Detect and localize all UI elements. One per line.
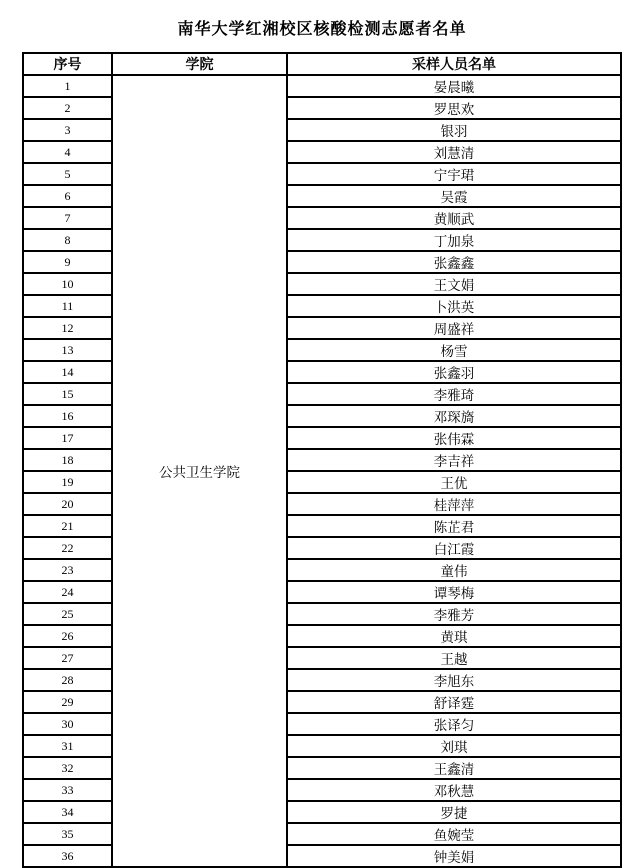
volunteer-name-cell: 罗思欢: [287, 97, 621, 119]
volunteer-name-cell: 舒译霆: [287, 691, 621, 713]
row-number-cell: 13: [23, 339, 112, 361]
row-number-cell: 17: [23, 427, 112, 449]
table-header: [23, 53, 621, 75]
college-merged-cell: 公共卫生学院: [112, 75, 287, 867]
row-number-cell: 36: [23, 845, 112, 867]
header-sampler-names: 采样人员名单: [287, 53, 621, 75]
row-number-cell: 16: [23, 405, 112, 427]
row-number-cell: 31: [23, 735, 112, 757]
row-number-cell: 14: [23, 361, 112, 383]
header-college: 学院: [112, 53, 287, 75]
volunteer-name-cell: 谭琴梅: [287, 581, 621, 603]
volunteer-name-cell: 吴霞: [287, 185, 621, 207]
volunteer-name-cell: 张鑫鑫: [287, 251, 621, 273]
row-number-cell: 27: [23, 647, 112, 669]
volunteer-name-cell: 王越: [287, 647, 621, 669]
row-number-cell: 2: [23, 97, 112, 119]
volunteer-name-cell: 白江霞: [287, 537, 621, 559]
row-number-cell: 26: [23, 625, 112, 647]
row-number-cell: 10: [23, 273, 112, 295]
row-number-cell: 29: [23, 691, 112, 713]
volunteer-name-cell: 鱼婉莹: [287, 823, 621, 845]
volunteer-name-cell: 张鑫羽: [287, 361, 621, 383]
volunteer-name-cell: 童伟: [287, 559, 621, 581]
row-number-cell: 23: [23, 559, 112, 581]
volunteer-name-cell: 卜洪英: [287, 295, 621, 317]
volunteer-name-cell: 桂萍萍: [287, 493, 621, 515]
row-number-cell: 28: [23, 669, 112, 691]
volunteer-name-cell: 李雅琦: [287, 383, 621, 405]
volunteer-name-cell: 李雅芳: [287, 603, 621, 625]
header-row: [23, 53, 621, 75]
row-number-cell: 1: [23, 75, 112, 97]
row-number-cell: 3: [23, 119, 112, 141]
volunteer-name-cell: 黄琪: [287, 625, 621, 647]
volunteer-name-cell: 杨雪: [287, 339, 621, 361]
volunteer-table-body: [23, 75, 621, 867]
volunteer-name-cell: 陈芷君: [287, 515, 621, 537]
row-number-cell: 4: [23, 141, 112, 163]
volunteer-name-cell: 刘慧清: [287, 141, 621, 163]
volunteer-name-cell: 罗捷: [287, 801, 621, 823]
volunteer-name-cell: 王文娟: [287, 273, 621, 295]
header-serial-number: 序号: [23, 53, 112, 75]
volunteer-name-cell: 宁宇珺: [287, 163, 621, 185]
row-number-cell: 19: [23, 471, 112, 493]
page-title: 南华大学红湘校区核酸检测志愿者名单: [177, 21, 467, 38]
table-row: [23, 75, 621, 97]
volunteer-name-cell: 银羽: [287, 119, 621, 141]
row-number-cell: 6: [23, 185, 112, 207]
volunteer-name-cell: 李旭东: [287, 669, 621, 691]
volunteer-name-cell: 钟美娟: [287, 845, 621, 867]
volunteer-table: [22, 52, 622, 868]
row-number-cell: 25: [23, 603, 112, 625]
row-number-cell: 20: [23, 493, 112, 515]
volunteer-name-cell: 丁加泉: [287, 229, 621, 251]
row-number-cell: 11: [23, 295, 112, 317]
volunteer-name-cell: 王鑫清: [287, 757, 621, 779]
row-number-cell: 9: [23, 251, 112, 273]
row-number-cell: 35: [23, 823, 112, 845]
row-number-cell: 12: [23, 317, 112, 339]
volunteer-name-cell: 邓琛旖: [287, 405, 621, 427]
volunteer-name-cell: 晏晨曦: [287, 75, 621, 97]
row-number-cell: 30: [23, 713, 112, 735]
row-number-cell: 5: [23, 163, 112, 185]
volunteer-name-cell: 刘琪: [287, 735, 621, 757]
volunteer-name-cell: 张伟霖: [287, 427, 621, 449]
row-number-cell: 33: [23, 779, 112, 801]
row-number-cell: 32: [23, 757, 112, 779]
volunteer-name-cell: 张译匀: [287, 713, 621, 735]
row-number-cell: 15: [23, 383, 112, 405]
row-number-cell: 18: [23, 449, 112, 471]
row-number-cell: 21: [23, 515, 112, 537]
row-number-cell: 8: [23, 229, 112, 251]
row-number-cell: 22: [23, 537, 112, 559]
volunteer-name-cell: 黄顺武: [287, 207, 621, 229]
volunteer-name-cell: 王优: [287, 471, 621, 493]
volunteer-name-cell: 李吉祥: [287, 449, 621, 471]
volunteer-name-cell: 邓秋慧: [287, 779, 621, 801]
row-number-cell: 34: [23, 801, 112, 823]
volunteer-name-cell: 周盛祥: [287, 317, 621, 339]
row-number-cell: 24: [23, 581, 112, 603]
row-number-cell: 7: [23, 207, 112, 229]
